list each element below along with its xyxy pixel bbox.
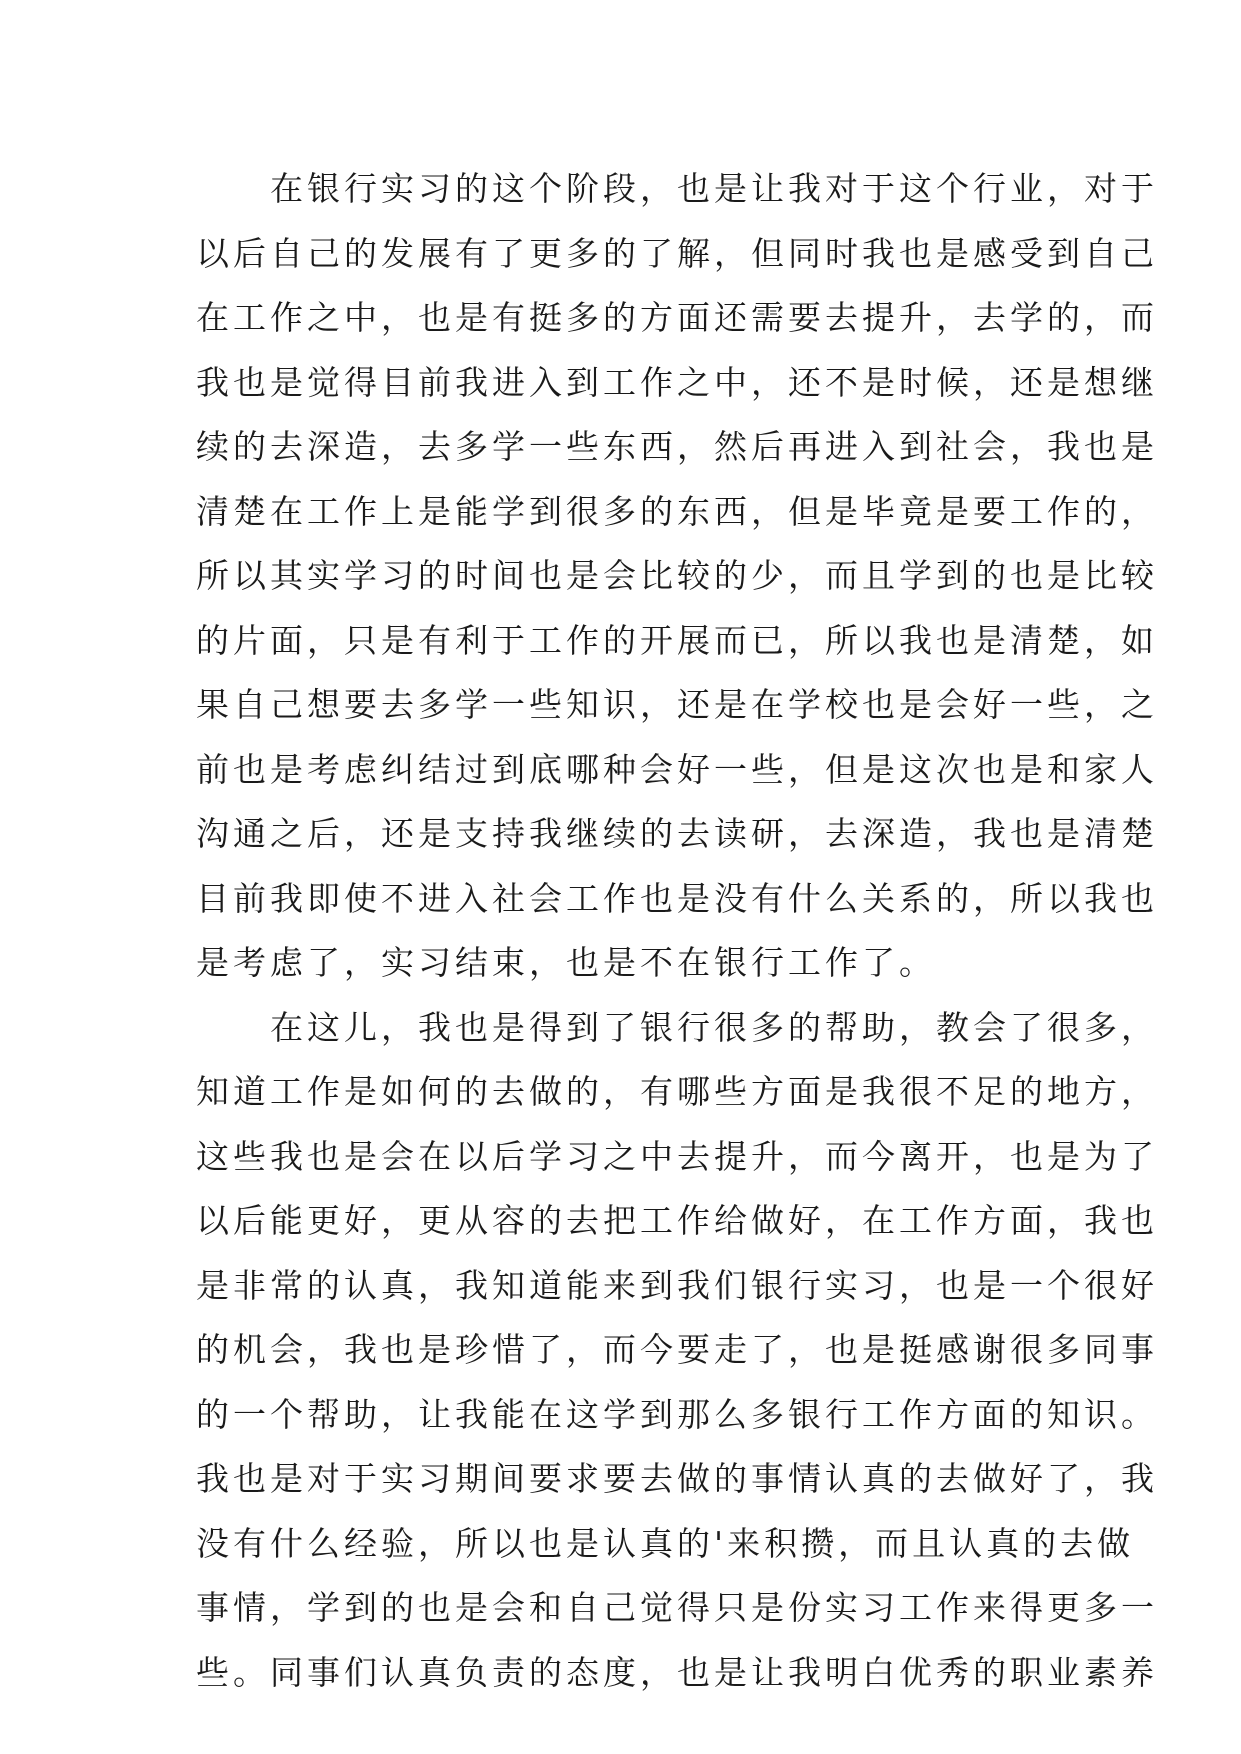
text-line: 前也是考虑纠结过到底哪种会好一些，但是这次也是和家人 (196, 749, 1158, 789)
text-line: 的一个帮助，让我能在这学到那么多银行工作方面的知识。 (196, 1394, 1158, 1434)
text-line: 在工作之中，也是有挺多的方面还需要去提升，去学的，而 (196, 298, 1158, 337)
text-line: 些。同事们认真负责的态度，也是让我明白优秀的职业素养 (196, 1652, 1158, 1692)
text-line: 沟通之后，还是支持我继续的去读研，去深造，我也是清楚 (196, 814, 1158, 853)
text-line: 我也是觉得目前我进入到工作之中，还不是时候，还是想继 (196, 362, 1158, 402)
text-line: 的机会，我也是珍惜了，而今要走了，也是挺感谢很多同事 (196, 1330, 1158, 1369)
text-line: 以后自己的发展有了更多的了解，但同时我也是感受到自己 (196, 233, 1158, 273)
text-line: 续的去深造，去多学一些东西，然后再进入到社会，我也是 (196, 427, 1158, 466)
text-line: 目前我即使不进入社会工作也是没有什么关系的，所以我也 (196, 878, 1158, 918)
text-line: 所以其实学习的时间也是会比较的少，而且学到的也是比较 (196, 556, 1158, 595)
text-line: 在这儿，我也是得到了银行很多的帮助，教会了很多， (196, 1007, 1158, 1047)
text-line: 事情，学到的也是会和自己觉得只是份实习工作来得更多一 (196, 1588, 1158, 1627)
text-line: 是非常的认真，我知道能来到我们银行实习，也是一个很好 (196, 1265, 1158, 1305)
text-line: 这些我也是会在以后学习之中去提升，而今离开，也是为了 (196, 1136, 1158, 1176)
text-line: 清楚在工作上是能学到很多的东西，但是毕竟是要工作的， (196, 491, 1158, 531)
body-text (196, 157, 1158, 1705)
text-line: 我也是对于实习期间要求要去做的事情认真的去做好了，我 (196, 1459, 1158, 1498)
text-line: 知道工作是如何的去做的，有哪些方面是我很不足的地方， (196, 1072, 1158, 1111)
text-line: 没有什么经验，所以也是认真的'来积攒，而且认真的去做 (196, 1523, 1135, 1563)
text-line: 以后能更好，更从容的去把工作给做好，在工作方面，我也 (196, 1201, 1158, 1240)
text-line: 的片面，只是有利于工作的开展而已，所以我也是清楚，如 (196, 620, 1158, 660)
text-line: 果自己想要去多学一些知识，还是在学校也是会好一些，之 (196, 685, 1158, 724)
text-line: 是考虑了，实习结束，也是不在银行工作了。 (196, 943, 936, 982)
text-line: 在银行实习的这个阶段，也是让我对于这个行业，对于 (196, 169, 1158, 208)
